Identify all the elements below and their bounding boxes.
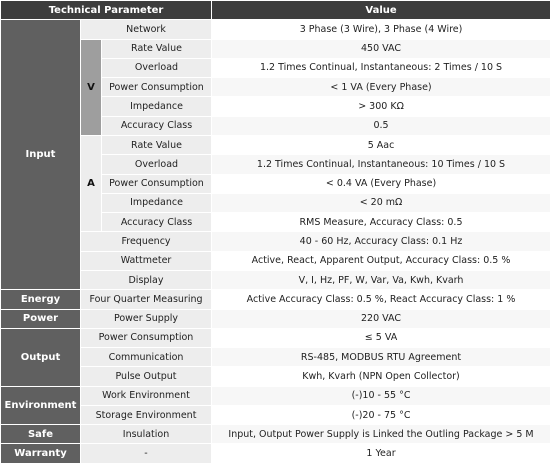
param-v-power-consumption: Power Consumption xyxy=(102,78,212,97)
category-warranty: Warranty xyxy=(1,444,81,464)
param-pulse-output: Pulse Output xyxy=(81,367,212,386)
value-a-rate-value: 5 Aac xyxy=(212,135,550,154)
table-row xyxy=(1,425,550,444)
value-a-impedance: < 20 mΩ xyxy=(212,193,550,212)
value-four-quarter-measuring: Active Accuracy Class: 0.5 %, React Accuracy Class: 1 % xyxy=(212,290,550,309)
param-v-rate-value: Rate Value xyxy=(102,39,212,58)
param-four-quarter-measuring: Four Quarter Measuring xyxy=(81,290,212,309)
category-safe: Safe xyxy=(1,425,81,444)
category-output: Output xyxy=(1,328,81,386)
value-v-rate-value: 450 VAC xyxy=(212,39,550,58)
table-row xyxy=(1,386,550,405)
category-power: Power xyxy=(1,309,81,328)
table-row xyxy=(1,20,550,39)
param-warranty: - xyxy=(81,444,212,464)
param-v-accuracy-class: Accuracy Class xyxy=(102,116,212,135)
value-display: V, I, Hz, PF, W, Var, Va, Kwh, Kvarh xyxy=(212,270,550,289)
table-row xyxy=(1,232,550,251)
table-row xyxy=(1,251,550,270)
value-v-overload: 1.2 Times Continual, Instantaneous: 2 Times / 10 S xyxy=(212,58,550,77)
table-header-row xyxy=(1,1,550,20)
value-v-power-consumption: < 1 VA (Every Phase) xyxy=(212,78,550,97)
value-storage-environment: (-)20 - 75 °C xyxy=(212,405,550,424)
param-wattmeter: Wattmeter xyxy=(81,251,212,270)
table-row xyxy=(1,290,550,309)
category-input: Input xyxy=(1,20,81,290)
header-value: Value xyxy=(212,1,550,20)
category-energy: Energy xyxy=(1,290,81,309)
param-output-power-consumption: Power Consumption xyxy=(81,328,212,347)
category-environment: Environment xyxy=(1,386,81,425)
param-insulation: Insulation xyxy=(81,425,212,444)
param-storage-environment: Storage Environment xyxy=(81,405,212,424)
param-a-rate-value: Rate Value xyxy=(102,135,212,154)
value-pulse-output: Kwh, Kvarh (NPN Open Collector) xyxy=(212,367,550,386)
param-a-impedance: Impedance xyxy=(102,193,212,212)
group-current: A xyxy=(81,135,102,231)
value-v-accuracy-class: 0.5 xyxy=(212,116,550,135)
param-a-overload: Overload xyxy=(102,155,212,174)
table-row xyxy=(1,405,550,424)
table-row xyxy=(1,135,550,154)
param-power-supply: Power Supply xyxy=(81,309,212,328)
header-technical-parameter: Technical Parameter xyxy=(1,1,212,20)
param-v-impedance: Impedance xyxy=(102,97,212,116)
table-row xyxy=(1,39,550,58)
value-frequency: 40 - 60 Hz, Accuracy Class: 0.1 Hz xyxy=(212,232,550,251)
table-row xyxy=(1,367,550,386)
value-output-power-consumption: ≤ 5 VA xyxy=(212,328,550,347)
value-v-impedance: > 300 KΩ xyxy=(212,97,550,116)
value-power-supply: 220 VAC xyxy=(212,309,550,328)
value-network: 3 Phase (3 Wire), 3 Phase (4 Wire) xyxy=(212,20,550,39)
value-a-overload: 1.2 Times Continual, Instantaneous: 10 Times / 10 S xyxy=(212,155,550,174)
group-voltage: V xyxy=(81,39,102,135)
param-a-accuracy-class: Accuracy Class xyxy=(102,213,212,232)
param-work-environment: Work Environment xyxy=(81,386,212,405)
param-communication: Communication xyxy=(81,348,212,367)
table-row xyxy=(1,270,550,289)
value-work-environment: (-)10 - 55 °C xyxy=(212,386,550,405)
value-a-power-consumption: < 0.4 VA (Every Phase) xyxy=(212,174,550,193)
value-communication: RS-485, MODBUS RTU Agreement xyxy=(212,348,550,367)
param-a-power-consumption: Power Consumption xyxy=(102,174,212,193)
value-a-accuracy-class: RMS Measure, Accuracy Class: 0.5 xyxy=(212,213,550,232)
table-row xyxy=(1,444,550,464)
value-insulation: Input, Output Power Supply is Linked the Outling Package > 5 M xyxy=(212,425,550,444)
param-network: Network xyxy=(81,20,212,39)
param-v-overload: Overload xyxy=(102,58,212,77)
table-row xyxy=(1,328,550,347)
param-frequency: Frequency xyxy=(81,232,212,251)
value-wattmeter: Active, React, Apparent Output, Accuracy Class: 0.5 % xyxy=(212,251,550,270)
table-row xyxy=(1,348,550,367)
param-display: Display xyxy=(81,270,212,289)
value-warranty: 1 Year xyxy=(212,444,550,464)
table-row xyxy=(1,309,550,328)
